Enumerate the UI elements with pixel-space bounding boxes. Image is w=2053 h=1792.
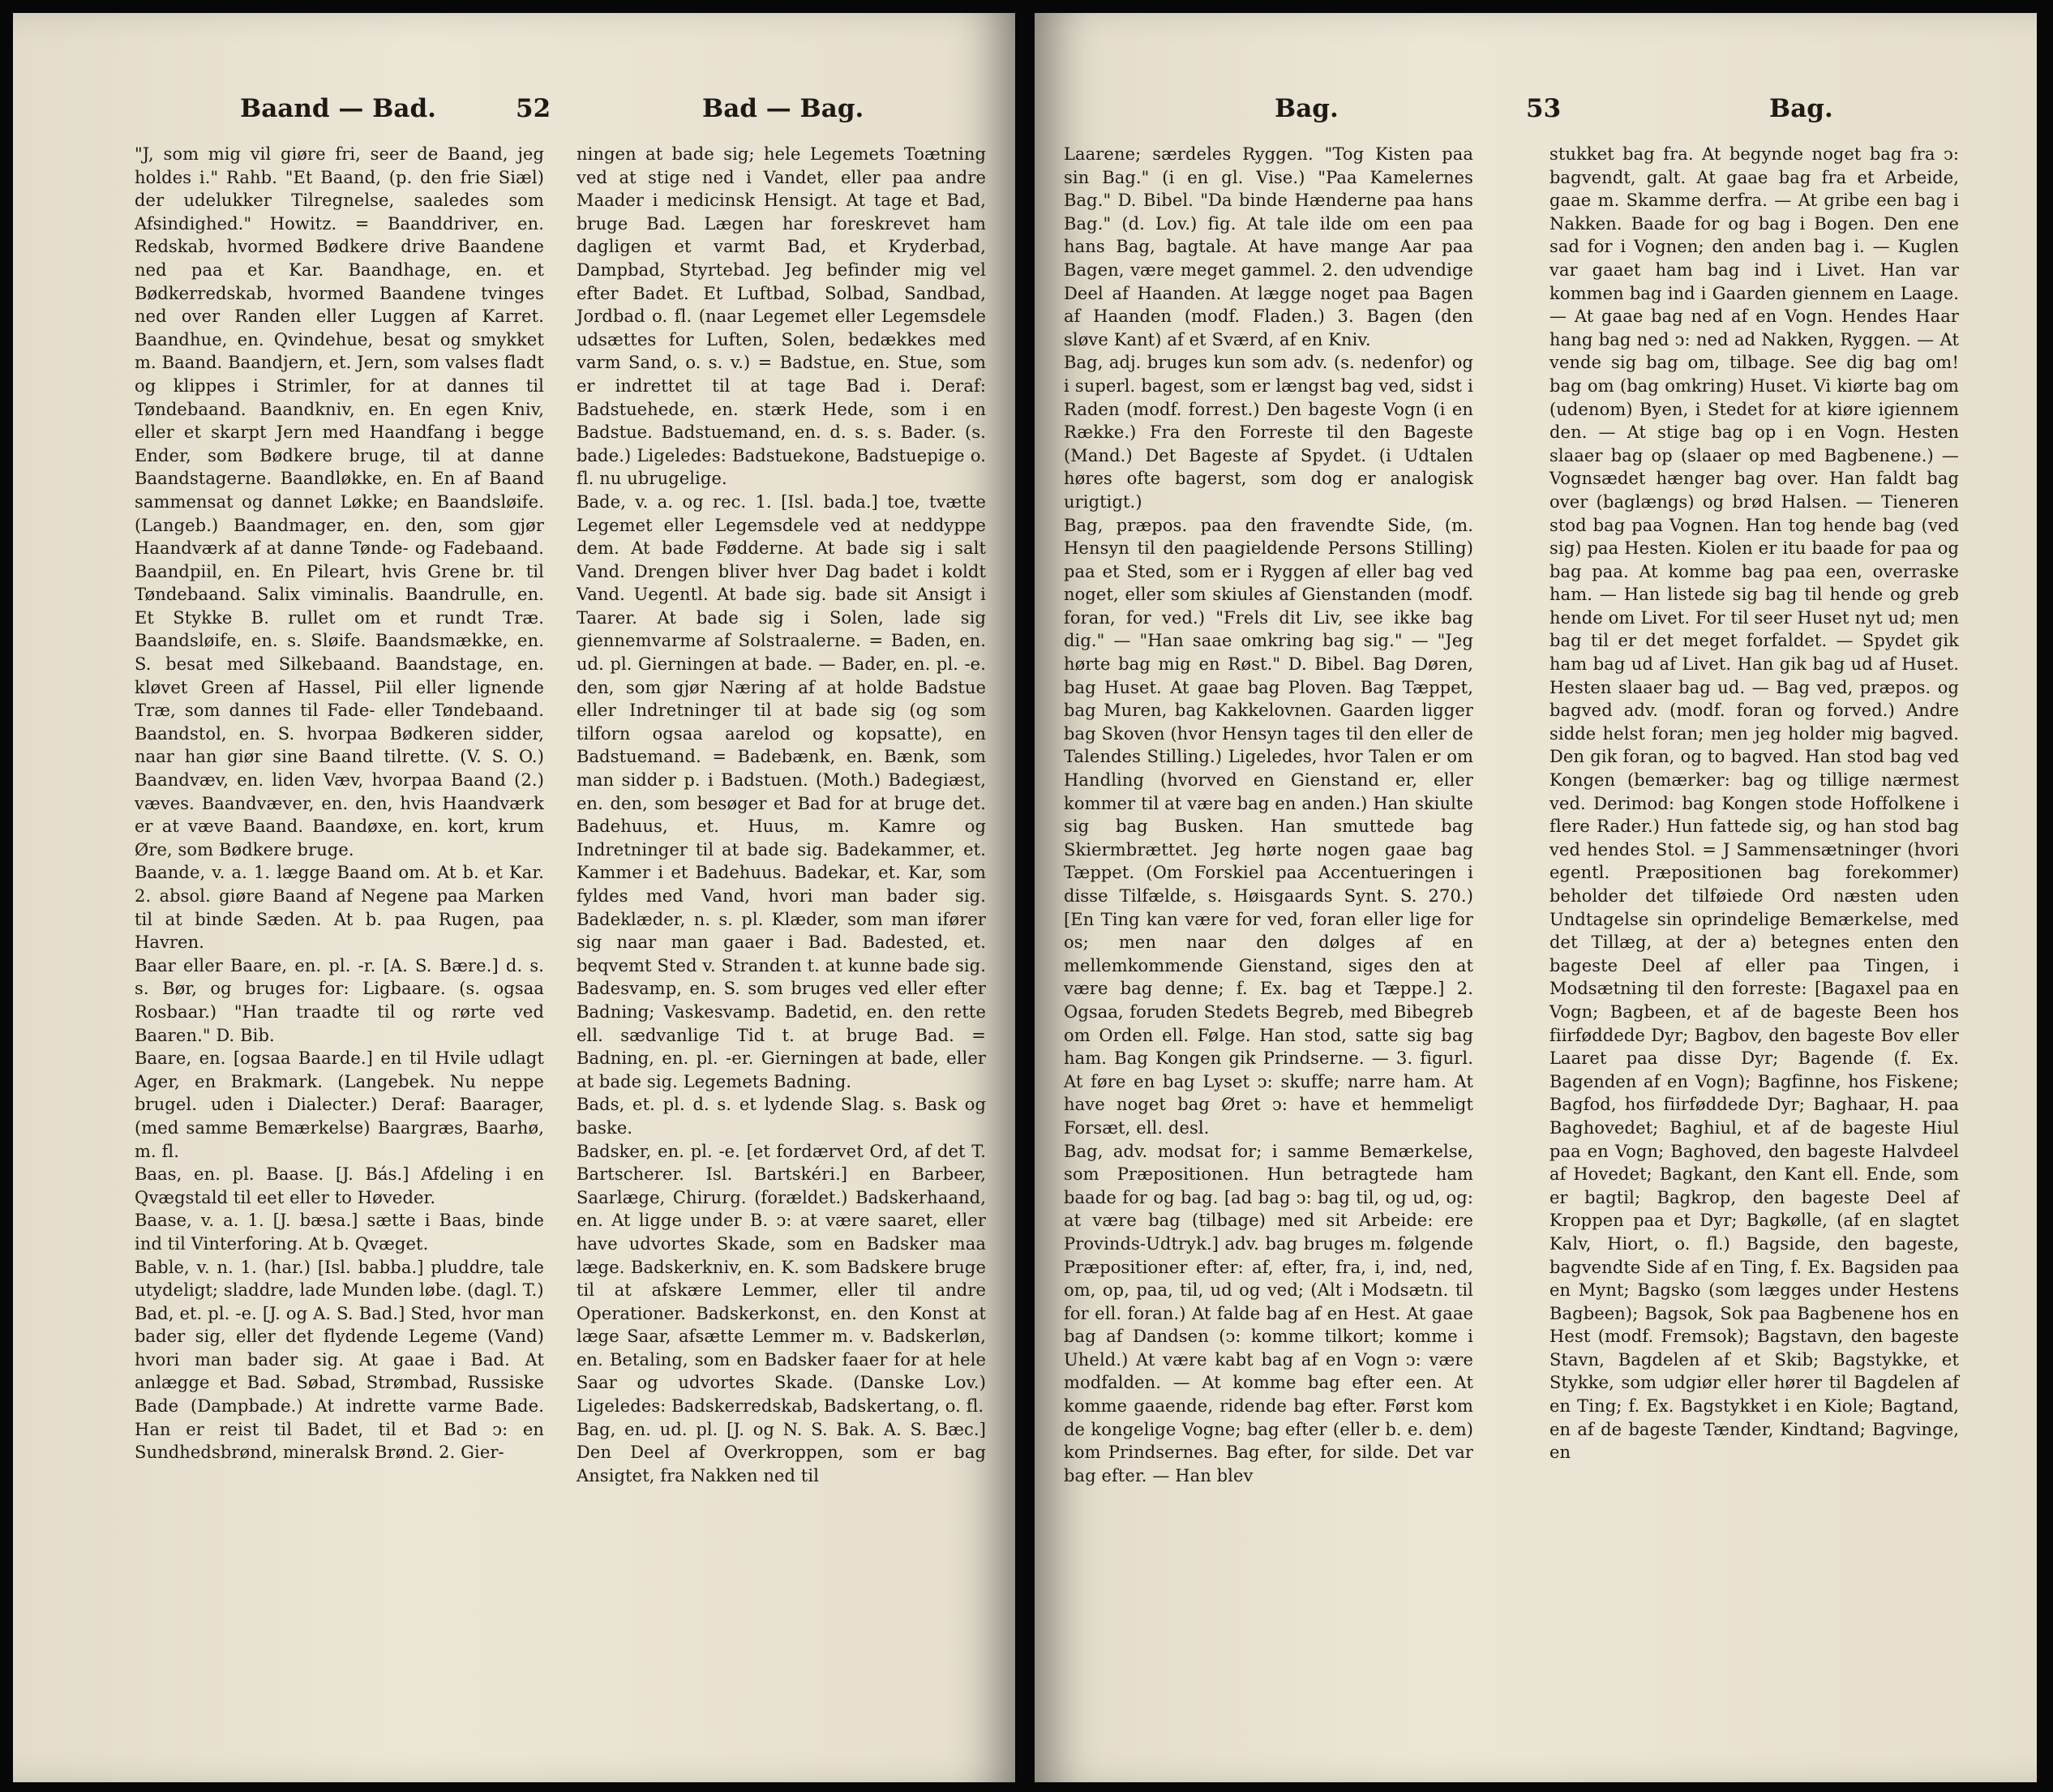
- entry-paragraph: Baande, v. a. 1. lægge Baand om. At b. et Kar. 2. absol. giøre Baand af Negene paa Marken til at binde Sæden. At b. paa Rugen, paa Havren.: [135, 863, 544, 953]
- entry-paragraph: Baare, en. [ogsaa Baarde.] en til Hvile udlagt Ager, en Brakmark. (Langebek. Nu neppe brugel. uden i Dialecter.) Deraf: Baarager, (med samme Bemærkelse) Baargræs, Baarhø, m. fl.: [135, 1048, 544, 1161]
- entry-paragraph: Bads, et. pl. d. s. et lydende Slag. s. Bask og baske.: [576, 1095, 986, 1138]
- entry-paragraph: Bag, adj. bruges kun som adv. (s. nedenfor) og i superl. bagest, som er længst bag ved, sidst i Raden (modf. forrest.) Den bageste Vogn (i en Række.) Fra den Forreste til den Bageste (Mand.) Det Bageste af Spydet. (i Udtalen høres ofte bagerst, som dog er analogisk urigtigt.): [1064, 353, 1473, 512]
- entry-paragraph: Baase, v. a. 1. [J. bæsa.] sætte i Baas, binde ind til Vinterforing. At b. Qvæget.: [135, 1211, 544, 1254]
- text-column-1: [135, 143, 544, 1487]
- text-columns: [1064, 143, 1959, 1487]
- entry-paragraph: Baar eller Baare, en. pl. -r. [A. S. Bære.] d. s. s. Bør, og bruges for: Ligbaare. (s. ogsaa Rosbaar.) "Han traadte til og rørte ved Baaren." D. Bib.: [135, 955, 544, 1045]
- entry-paragraph: Bable, v. n. 1. (har.) [Isl. babba.] pluddre, tale utydeligt; sladdre, lade Munden løbe. (dagl. T.): [135, 1257, 544, 1301]
- entry-paragraph: Bag, adv. modsat for; i samme Bemærkelse, som Præpositionen. Hun betragtede ham baade for og bag. [ad bag ↄ: bag til, og ud, og: at være bag (tilbage) med sit Arbeide: ere Provinds-Udtryk.] adv. bag bruges m. følgende Præpositioner efter: af, efter, fra, i, ind, ned, om, op, paa, til, ud og ved; (Alt i Modsætn. til for ell. foran.) At falde bag af en Hest. At gaae bag af Dandsen (ↄ: komme tilkort; komme i Uheld.) At være kabt bag af en Vogn ↄ: være modfalden. — At komme bag efter een. At komme gaaende, ridende bag efter. Først kom de kongelige Vogne; bag efter (eller b. e. dem) kom Prindsernes. Bag efter, for silde. Det var bag efter. — Han blev: [1064, 1141, 1473, 1485]
- entry-paragraph: stukket bag fra. At begynde noget bag fra ↄ: bagvendt, galt. At gaae bag fra et Arbeide, gaae m. Skamme derfra. — At gribe een bag i Nakken. Baade for og bag i Bogen. Den ene sad for i Vognen; den anden bag i. — Kuglen var gaaet ham bag ind i Livet. Han var kommen bag ind i Gaarden giennem en Laage. — At gaae bag ned af en Vogn. Hendes Haar hang bag ned ↄ: ned ad Nakken, Ryggen. — At vende sig bag om, tilbage. See dig bag om! bag om (bag omkring) Huset. Vi kiørte bag om (udenom) Byen, i Stedet for at kiøre igiennem den. — At stige bag op i en Vogn. Hesten slaaer bag op (slaaer op med Bagbenene.) — Vognsædet hænger bag over. Han faldt bag over (baglængs) og brød Halsen. — Tieneren stod bag paa Vognen. Han tog hende bag (ved sig) paa Hesten. Kiolen er itu baade for paa og bag paa. At komme bag paa een, overraske ham. — Han listede sig bag til hende og greb hende om Livet. For til seer Huset nyt ud; men bag til er det meget forfaldet. — Spydet gik ham bag ud af Livet. Han gik bag ud af Huset. Hesten slaaer bag ud. — Bag ved, præpos. og bagved adv. (modf. foran og forved.) Andre sidde helst foran; men jeg holder mig bagved. Den gik foran, og to bagved. Han stod bag ved Kongen (bemærker: bag og tillige nærmest ved. Derimod: bag Kongen stode Hoffolkene i flere Rader.) Hun fattede sig, og han stod bag ved hendes Stol. = J Sammensætninger (hvori egentl. Præpositionen bag forekommer) beholder det tilføiede Ord næsten uden Undtagelse sin oprindelige Bemærkelse, med det Tillæg, at der a) betegnes enten den bageste Deel af eller paa Tingen, i Modsætning til den forreste: [Bagaxel paa en Vogn; Bagbeen, et af de bageste Been hos fiirføddede Dyr; Bagbov, den bageste Bov eller Laaret paa disse Dyr; Bagende (f. Ex. Bagenden af en Vogn); Bagfinne, hos Fiskene; Bagfod, hos fiirføddede Dyr; Baghaar, H. paa Baghovedet; Baghiul, et af de bageste Hiul paa en Vogn; Baghoved, den bageste Halvdeel af Hovedet; Bagkant, den Kant ell. Ende, som er bagtil; Bagkrop, den bageste Deel af Kroppen paa et Dyr; Bagkølle, (af en slagtet Kalv, Hiort, o. fl.) Bagside, den bageste, bagvendte Side af en Ting, f. Ex. Bagsiden paa en Mynt; Bagsko (som lægges under Hestens Bagbeen); Bagsok, Sok paa Bagbenene hos en Hest (modf. Fremsok); Bagstavn, den bageste Stavn, Bagdelen af et Skib; Bagstykke, et Stykke, som udgiør eller hører til Bagdelen af en Ting; f. Ex. Bagstykket i en Kiole; Bagtand, en af de bageste Tænder, Kindtand; Bagvinge, en: [1549, 144, 1959, 1463]
- text-columns: [135, 143, 986, 1487]
- page-header: [135, 94, 986, 130]
- entry-paragraph: Baas, en. pl. Baase. [J. Bás.] Afdeling i en Qvægstald til eet eller to Høveder.: [135, 1164, 544, 1207]
- left-page: [13, 13, 1015, 1782]
- page-number: 52: [516, 94, 551, 123]
- entry-paragraph: Bag, præpos. paa den fravendte Side, (m. Hensyn til den paagieldende Persons Stilling) paa et Sted, som er i Ryggen af eller bag ved noget, eller som skiules af Gienstanden (modf. foran, for ved.) "Frels dit Liv, see ikke bag dig." — "Han saae omkring bag sig." — "Jeg hørte bag mig en Røst." D. Bibel. Bag Døren, bag Huset. At gaae bag Ploven. Bag Tæppet, bag Muren, bag Kakkelovnen. Gaarden ligger bag Skoven (hvor Hensyn tages til den eller de Talendes Stilling.) Ligeledes, hvor Talen er om Handling (hvorved en Gienstand er, eller kommer til at være bag en anden.) Han skiulte sig bag Busken. Han smuttede bag Skiermbrættet. Jeg hørte nogen gaae bag Tæppet. (Om Forskiel paa Accentueringen i disse Tilfælde, s. Høisgaards Synt. S. 270.) [En Ting kan være for ved, foran eller lige for os; men naar den dølges af en mellemkommende Gienstand, siges den at være bag denne; f. Ex. bag et Tæppe.] 2. Ogsaa, foruden Stedets Begreb, med Bibegreb om Orden ell. Følge. Han stod, satte sig bag ham. Bag Kongen gik Prindserne. — 3. figurl. At føre en bag Lyset ↄ: skuffe; narre ham. At have noget bag Øret ↄ: have et hemmeligt Forsæt, ell. desl.: [1064, 515, 1473, 1138]
- page-number: 53: [1526, 94, 1562, 123]
- running-head-left: Bag.: [1275, 94, 1339, 123]
- entry-paragraph: Badsker, en. pl. -e. [et fordærvet Ord, af det T. Bartscherer. Isl. Bartskéri.] en Barbeer, Saarlæge, Chirurg. (forældet.) Badskerhaand, en. At ligge under B. ↄ: at være saaret, eller have udvortes Skade, som en Badsker maa læge. Badskerkniv, en. K. som Badskere bruge til at afskære Lemmer, eller til andre Operationer. Badskerkonst, en. den Konst at læge Saar, afsætte Lemmer m. v. Badskerløn, en. Betaling, som en Badsker faaer for at hele Saar og udvortes Skade. (Danske Lov.) Ligeledes: Badskerredskab, Badskertang, o. fl.: [576, 1141, 986, 1417]
- page-header: [1064, 94, 1959, 130]
- text-column-1: [1064, 143, 1473, 1487]
- right-page: [1035, 13, 2037, 1782]
- text-column-2: [1549, 143, 1959, 1487]
- running-head-right: Bad — Bag.: [702, 94, 864, 123]
- entry-paragraph: Bade, v. a. og rec. 1. [Isl. bada.] toe, tvætte Legemet eller Legemsdele ved at neddyppe dem. At bade Fødderne. At bade sig i salt Vand. Drengen bliver hver Dag badet i koldt Vand. Uegentl. At bade sig. bade sit Ansigt i Taarer. At bade sig i Solen, lade sig giennemvarme af Solstraalerne. = Baden, en. ud. pl. Gierningen at bade. — Bader, en. pl. -e. den, som gjør Næring af at holde Badstue eller Indretninger til at bade sig (og som tilforn ogsaa aarelod og kopsatte), en Badstuemand. = Badebænk, en. Bænk, som man sidder p. i Badstuen. (Moth.) Badegiæst, en. den, som besøger et Bad for at bruge det. Badehuus, et. Huus, m. Kamre og Indretninger til at bade sig. Badekammer, et. Kammer i et Badehuus. Badekar, et. Kar, som fyldes med Vand, hvori man bader sig. Badeklæder, n. s. pl. Klæder, som man ifører sig naar man gaaer i Bad. Badested, et. beqvemt Sted v. Stranden t. at kunne bade sig. Badesvamp, en. S. som bruges ved eller efter Badning; Vaskesvamp. Badetid, en. den rette ell. sædvanlige Tid t. at bruge Bad. = Badning, en. pl. -er. Gierningen at bade, eller at bade sig. Legemets Badning.: [576, 491, 986, 1091]
- running-head-left: Baand — Bad.: [240, 94, 436, 123]
- entry-paragraph: ningen at bade sig; hele Legemets Toætning ved at stige ned i Vandet, eller paa andre Maader i medicinsk Hensigt. At tage et Bad, bruge Bad. Lægen har foreskrevet ham dagligen et varmt Bad, et Kryderbad, Dampbad, Styrtebad. Jeg befinder mig vel efter Badet. Et Luftbad, Solbad, Sandbad, Jordbad o. fl. (naar Legemet eller Legemsdele udsættes for Luften, Solen, bedækkes med varm Sand, o. s. v.) = Badstue, en. Stue, som er indrettet til at tage Bad i. Deraf: Badstuehede, en. stærk Hede, som i en Badstue. Badstuemand, en. d. s. s. Bader. (s. bade.) Ligeledes: Badstuekone, Badstuepige o. fl. nu ubrugelige.: [576, 144, 986, 489]
- text-column-2: [576, 143, 986, 1487]
- entry-paragraph: "J, som mig vil giøre fri, seer de Baand, jeg holdes i." Rahb. "Et Baand, (p. den frie Siæl) der udelukker Tilregnelse, saaledes som Afsindighed." Howitz. = Baanddriver, en. Redskab, hvormed Bødkere drive Baandene ned paa et Kar. Baandhage, en. et Bødkerredskab, hvormed Baandene tvinges ned over Randen eller Luggen af Karret. Baandhue, en. Qvindehue, besat og smykket m. Baand. Baandjern, et. Jern, som valses fladt og klippes i Strimler, for at dannes til Tøndebaand. Baandkniv, en. En egen Kniv, eller et skarpt Jern med Haandfang i begge Ender, som Bødkere bruge, til at danne Baandstagerne. Baandløkke, en. En af Baand sammensat og dannet Løkke; en Baandsløife. (Langeb.) Baandmager, en. den, som gjør Haandværk af at danne Tønde- og Fadebaand. Baandpiil, en. En Pileart, hvis Grene br. til Tøndebaand. Salix viminalis. Baandrulle, en. Et Stykke B. rullet om et rundt Træ. Baandsløife, en. s. Sløife. Baandsmække, en. S. besat med Silkebaand. Baandstage, en. kløvet Green af Hassel, Piil eller lignende Træ, som dannes til Fade- eller Tøndebaand. Baandstol, en. S. hvorpaa Bødkeren sidder, naar han giør sine Baand tilrette. (V. S. O.) Baandvæv, en. liden Væv, hvorpaa Baand (2.) væves. Baandvæver, en. den, hvis Haandværk er at væve Baand. Baandøxe, en. kort, krum Øre, som Bødkere bruge.: [135, 144, 544, 860]
- entry-paragraph: Laarene; særdeles Ryggen. "Tog Kisten paa sin Bag." (i en gl. Vise.) "Paa Kamelernes Bag." D. Bibel. "Da binde Hænderne paa hans Bag." (d. Lov.) fig. At tale ilde om een paa hans Bag, bagtale. At have mange Aar paa Bagen, være meget gammel. 2. den udvendige Deel af Haanden. At lægge noget paa Bagen af Haanden (modf. Fladen.) 3. Bagen (den sløve Kant) af et Sværd, af en Kniv.: [1064, 144, 1473, 349]
- entry-paragraph: Bag, en. ud. pl. [J. og N. S. Bak. A. S. Bæc.] Den Deel af Overkroppen, som er bag Ansigtet, fra Nakken ned til: [576, 1419, 986, 1485]
- entry-paragraph: Bad, et. pl. -e. [J. og A. S. Bad.] Sted, hvor man bader sig, eller det flydende Legeme (Vand) hvori man bader sig. At gaae i Bad. At anlægge et Bad. Søbad, Strømbad, Russiske Bade (Dampbade.) At indrette varme Bade. Han er reist til Badet, til et Bad ↄ: en Sundhedsbrønd, mineralsk Brønd. 2. Gier-: [135, 1303, 544, 1463]
- running-head-right: Bag.: [1769, 94, 1833, 123]
